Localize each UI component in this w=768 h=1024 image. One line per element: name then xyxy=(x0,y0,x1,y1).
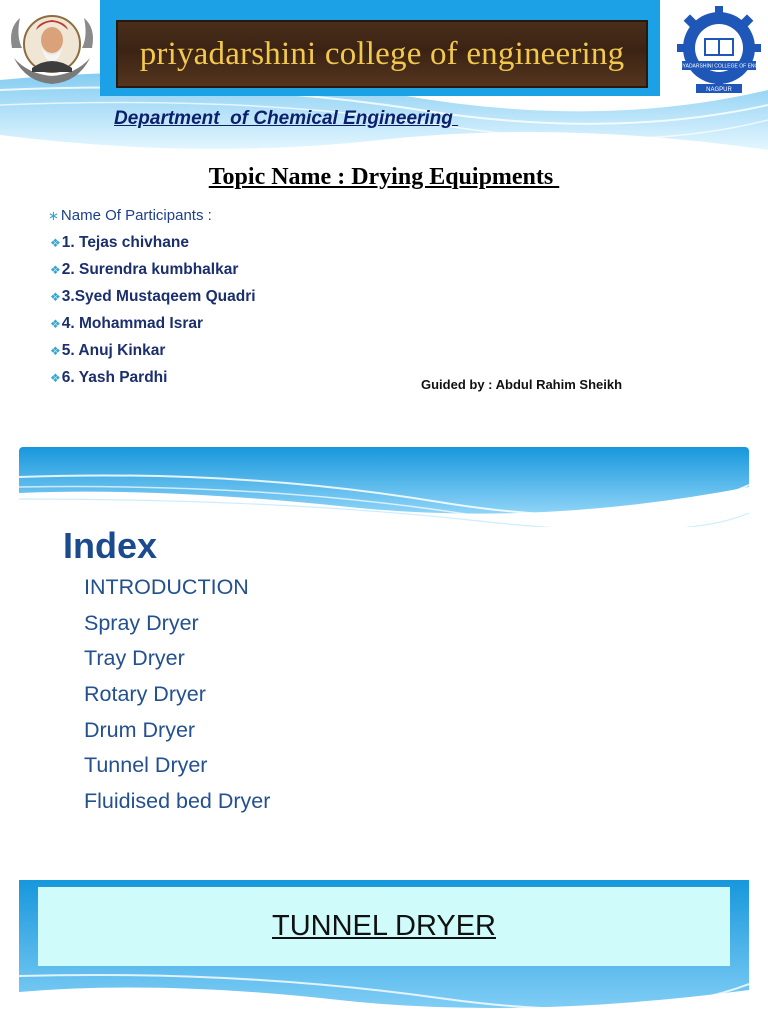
list-item: Spray Dryer xyxy=(84,610,199,635)
participant-name: 4. Mohammad Israr xyxy=(61,315,204,332)
participant-name: 5. Anuj Kinkar xyxy=(61,342,166,359)
participants-heading-text: Name Of Participants : xyxy=(60,207,212,224)
department-name: Department of Chemical Engineering xyxy=(114,108,459,129)
bullet-icon: ∗ xyxy=(48,208,59,223)
list-item xyxy=(50,234,256,261)
participant-name: 2. Surendra kumbhalkar xyxy=(61,261,239,278)
list-item: Tray Dryer xyxy=(84,646,185,671)
participant-name: 1. Tejas chivhane xyxy=(61,234,189,251)
diamond-bullet-icon: ❖ xyxy=(50,263,61,277)
topic-name: Topic Name : Drying Equipments xyxy=(208,164,560,190)
list-item xyxy=(50,288,256,315)
list-item: Tunnel Dryer xyxy=(84,753,208,778)
index-list xyxy=(84,575,270,825)
list-item xyxy=(50,369,256,396)
index-title: Index xyxy=(63,525,158,566)
list-item xyxy=(50,342,256,369)
college-founder-emblem xyxy=(6,8,98,86)
wave-header xyxy=(19,447,749,527)
college-name-banner xyxy=(116,20,648,88)
slide-title-text: TUNNEL DRYER xyxy=(272,910,496,942)
college-name: priyadarshini college of engineering xyxy=(139,35,625,72)
diamond-bullet-icon: ❖ xyxy=(50,317,61,331)
diamond-bullet-icon: ❖ xyxy=(50,236,61,250)
participants-heading xyxy=(48,207,212,224)
slide-tunnel-dryer xyxy=(19,880,749,1024)
participant-name: 3.Syed Mustaqeem Quadri xyxy=(61,288,256,305)
participant-name: 6. Yash Pardhi xyxy=(61,369,168,386)
diamond-bullet-icon: ❖ xyxy=(50,344,61,358)
logo-college-text: PRIYADARSHINI COLLEGE OF ENGG. xyxy=(674,63,764,70)
participants-list xyxy=(50,234,256,396)
diamond-bullet-icon: ❖ xyxy=(50,371,61,385)
list-item: Fluidised bed Dryer xyxy=(84,789,271,814)
diamond-bullet-icon: ❖ xyxy=(50,290,61,304)
list-item xyxy=(50,315,256,342)
logo-city-text: NAGPUR xyxy=(706,87,732,93)
list-item: INTRODUCTION xyxy=(84,575,249,599)
slide-title xyxy=(0,0,768,432)
guided-by: Guided by : Abdul Rahim Sheikh xyxy=(421,377,623,392)
list-item xyxy=(50,261,256,288)
title-box xyxy=(38,887,730,966)
college-gear-logo xyxy=(674,6,764,96)
list-item: Rotary Dryer xyxy=(84,682,206,707)
list-item: Drum Dryer xyxy=(84,717,196,742)
slide-index xyxy=(19,447,749,861)
